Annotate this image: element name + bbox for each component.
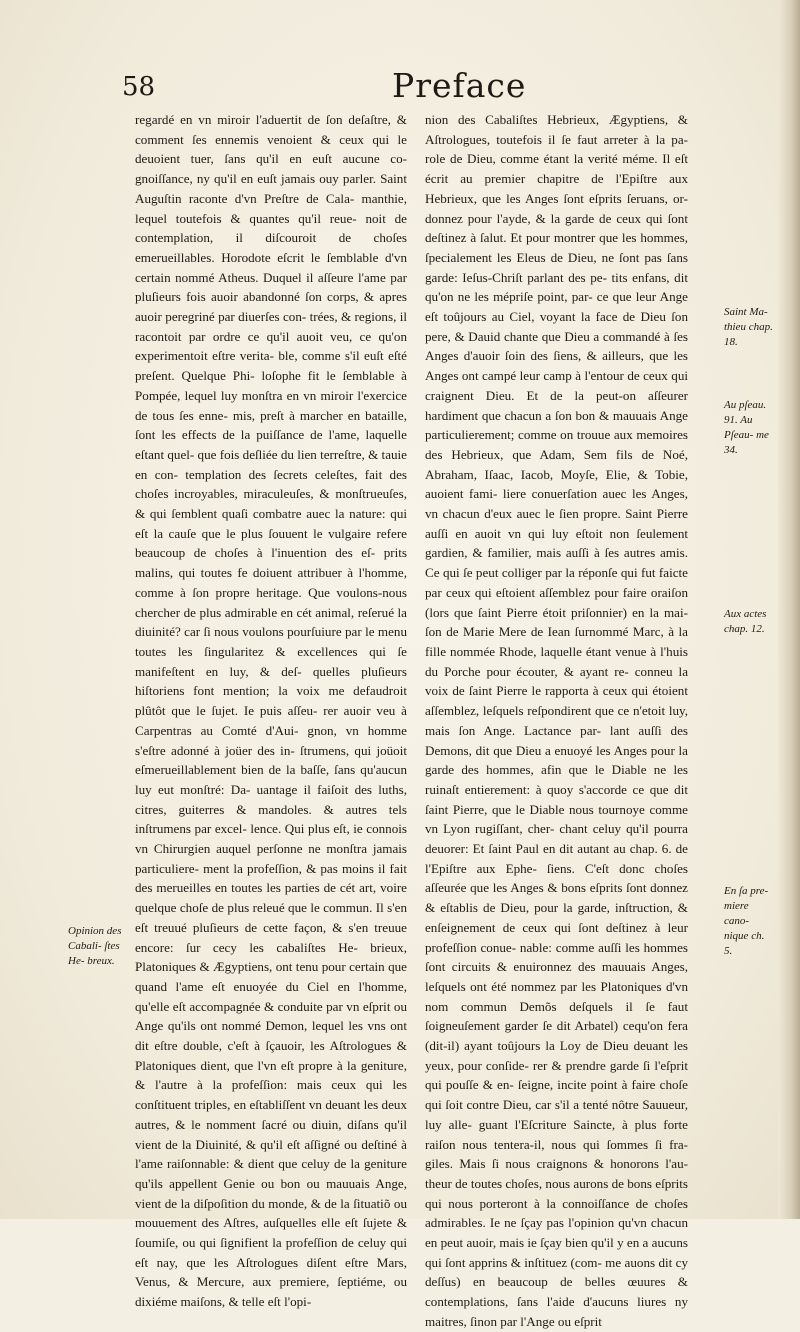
left-text-column [135, 110, 407, 1310]
right-margin-note-3: Aux actes chap. 12. [724, 608, 767, 635]
right-column-text: nion des Cabaliſtes Hebrieux, Ægyptiens, & Aſtrologues, toutefois il ſe faut arreter à la pa- role de Dieu, comme étant la verité méme. Il eſt écrit au premier chapitre de l'Epiſtre aux Hebrieux, que les Anges ſont eſprits ſeruans, or- donnez pour l'ayde, & la garde de ceux qui ſont deſtinez à ſalut. Et pour montrer que les hommes, ſpecialement les Eleus de Dieu, ne ſont pas ſans garde: Ieſus-Chriſt parlant des pe- tits enfans, dit qu'on ne les mépriſe point, par- ce que leur Ange eſt toûjours au Ciel, voyant la face de Dieu ſon pere, & Dauid chante que Dieu a commandé à ſes Anges d'auoir ſoin des ſiens, & ailleurs, que les Anges ont campé leur camp à l'entour de ceux qui craignent Dieu. Et de la peut-on aſſeurer hardiment que chacun a ſon bon & mauuais Ange particulierement; comme on trouue aux memoires des Hebrieux, que Adam, Sem fils de Noé, Abraham, Iſaac, Iacob, Moyſe, Elie, & Tobie, auoient fami- liere conuerſation auec les Anges, vn chacun d'eux auec le ſien propre. Saint Pierre auſſi en auoit vn qui luy eſtoit non ſeulement gardien, & familier, mais auſſi à ſes autres amis. Ce qui ſe peut colliger par la réponſe qui fut faicte par ceux qui eſtoient aſſemblez pour faire oraiſon (lors que ſaint Pierre étoit priſonnier) en la mai- ſon de Marie Mere de Iean ſurnommé Marc, à la fille nommée Rhode, laquelle étant venue à l'huis du Porche pour écouter, & ayant re- conneu la voix de ſaint Pierre le rapporta à ceux qui étoient aſſemblez, leſquels reſpondirent que ce n'etoit luy, mais ſon Ange. Lactance par- lant auſſi des Demons, dit que Dieu a enuoyé les Anges pour la garde des hommes, afin que le Diable ne les ruinaſt entierement: à quoy s'accorde ce que dit ſaint Pierre, que le Diable nous tournoye comme vn Lyon rugiſſant, cher- chant celuy qu'il pourra deuorer: Et ſaint Paul en dit autant au chap. 6. de l'Epiſtre aux Ephe- ſiens. C'eſt donc choſes aſſeurée que les Anges & bons eſprits ſont donnez & eſtablis de Dieu, pour la garde, inſtruction, & enſeignement de ceux qui ſont deſtinez à leur profeſſion conue- nable: comme auſſi les hommes ſont circuits & enuironnez des mauuais Anges, leſquels ont été nommez par les Platoniques d'vn nom commun Demõs deſquels il ſe faut ſoigneuſement garder ſe dit Arbatel) cequ'on fera (dit-il) ayant toûjours la Loy de Dieu deuant les yeux, pour conſide- rer & prendre garde ſi l'eſprit qui pouſſe & en- ſeigne, incite point à faire choſe qui ſoit contre Dieu, car s'il a tenté nôtre Sauueur, luy alle- guant l'Eſcriture Saincte, à plus forte raiſon nous tentera-il, nous qui ſommes ſi fra- giles. Mais ſi nous craignons & honorons l'au- theur de toutes choſes, nous aurons de bons eſprits qui nous porteront à la connoiſſance de choſes admirables. Ie ne ſçay pas l'opinion qu'vn chacun en peut auoir, mais ie ſçay bien qu'il y en a aucuns qui ſont apprins & inſtituez (com- me auons dit cy deſſus) en beaucoup de belles œuures & contemplations, ſans l'aide d'aucuns liures ny maitres, ſinon par l'Ange ou eſprit [425, 112, 688, 1329]
left-column-text: regardé en vn miroir l'aduertit de ſon deſaſtre, & comment ſes ennemis venoient & ceux qui le deuoient tuer, ſans qu'il en euſt aucune co- gnoiſſance, ny qu'il en euſt jamais ouy parler. Saint Auguſtin raconte d'vn Preſtre de Cala- manthie, lequel toutefois & quantes qu'il reue- noit de contemplation, il diſcouroit de choſes emerueillables. Horodote eſcrit le ſemblable d'vn certain nommé Atheus. Duquel il aſſeure l'ame par pluſieurs fois auoir abandonné ſon corps, & apres auoir peregriné par diuerſes con- trées, & regions, il racontoit par ordre ce qu'il auoit veu, ce qu'on experimentoit eſtre verita- ble, comme s'il euſt eſté preſent. Quelque Phi- loſophe fit le ſemblable à Pompée, lequel luy monſtra en vn miroir l'exercice de tous ſes enne- mis, preſt à marcher en bataille, ſont les effects de la puiſſance de l'ame, laquelle eſtant quel- que fois deſliée du lien terreſtre, & tauie en con- templation des ſecrets celeſtes, fait des choſes incroyables, miraculeuſes, & monſtrueuſes, & qui ſemblent quaſi combatre auec la nature: qui eſt la cauſe que le plus ſouuent le vulgaire refere beaucoup de choſes à l'inuention des eſ- prits malins, qui toutes fe doiuent attribuer à l'homme, comme à ſon propre heritage. Que voulons-nous chercher de plus admirable en cét animal, reſerué la diuinité? car ſi nous voulons pourſuiure par le menu toutes les ſingularitez & excellences qui ſe manifeſtent en luy, & deſ- quelles pluſieurs hiſtoriens font mention; la voix me defaudroit plûtôt que le ſujet. Ie puis aſſeu- rer auoir veu à Carpentras au Comté d'Aui- gnon, vn homme s'eſtre adonné à joüer des in- ſtrumens, qui joüoit eſmerueillablement bien de la baſſe, ſans qu'aucun luy eut monſtré: Da- uantage il faiſoit des luths, citres, guiterres & mandoles. & autres tels inſtrumens par excel- lence. Qui plus eſt, ie connois vn Chirurgien auquel perſonne ne monſtra jamais particuliere- ment la profeſſion, & pas moins il fait des merueilles en toutes les parties de cét art, voire quelque choſe de plus releué que le commun. Il s'en eſt treuué pluſieurs de cette façon, & s'en treuue encore: ſur cecy les cabaliſtes He- brieux, Platoniques & Ægyptiens, ont tenu pour certain que quand l'ame eſt enuoyée du Ciel en l'homme, qu'elle eſt accompagnée & conduite par vn eſprit ou Ange qu'ils ont nommé Demon, lequel les vns ont dit eſtre double, c'eſt à ſçauoir, les Aſtrologues & Platoniques dient, que l'vn eſt propre à la geniture, & l'autre à la profeſſion: mais ceux qui les conſtituent triples, en eſtabliſſent vn deuant les deux autres, & le nomment ſacré ou diuin, diſans qu'il vient de la Diuinité, & qu'il eſt aſſigné ou deſtiné à l'ame raiſonnable: & dient que celuy de la geniture qu'ils appellent Genie ou bon ou mauuais Ange, vient de la diſpoſition du monde, & de la ſituatiõ ou mouuement des Aſtres, auſquelles elle eſt ſujete & ſoumiſe, ou qui ſignifient la profeſſion de celuy qui eſt nay, que les Aſtrologues diſent eſtre Mars, Venus, & Mercure, aux premiere, ſeptiéme, ou dixiéme maiſons, & telle eſt l'opi- [135, 112, 407, 1310]
right-text-column [425, 110, 688, 1329]
page-gutter-shadow [778, 0, 800, 1219]
right-margin-note-4: En ſa pre- miere cano- nique ch. 5. [724, 885, 769, 957]
right-margin-note-2: Au pſeau. 91. Au Pſeau- me 34. [724, 399, 769, 456]
running-head: Preface [392, 66, 527, 105]
page-number: 58 [122, 72, 156, 102]
right-margin-note-1: Saint Ma- thieu chap. 18. [724, 306, 773, 348]
left-margin-note: Opinion des Cabali- ſtes He- breux. [68, 925, 122, 967]
